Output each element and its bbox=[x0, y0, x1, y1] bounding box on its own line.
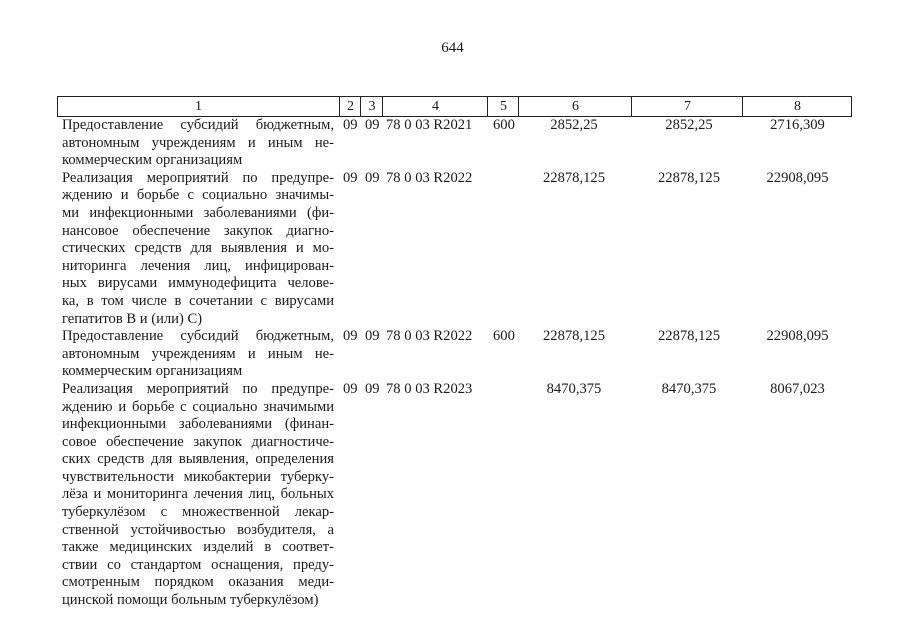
description-line: Реализация мероприятий по предупре- bbox=[62, 169, 334, 186]
description-line: Предоставление субсидий бюджетным, bbox=[62, 117, 334, 133]
description-line: коммерческим организациям bbox=[62, 363, 243, 380]
cell-c2: 09 bbox=[343, 380, 358, 397]
description-line: Предоставление субсидий бюджетным, bbox=[62, 328, 334, 345]
description-line: также медицинских изделий в соответ- bbox=[62, 539, 334, 556]
cell-c4: 78 0 03 R2023 bbox=[386, 380, 473, 397]
cell-c4: 78 0 03 R2021 bbox=[386, 117, 473, 133]
cell-c5: 600 bbox=[493, 117, 515, 133]
description-line: цинской помощи больным туберкулёзом) bbox=[62, 592, 319, 609]
page-number: 644 bbox=[441, 40, 464, 56]
cell-c8: 8067,023 bbox=[770, 380, 825, 397]
description-line: чувствительности микобактерии туберку- bbox=[62, 468, 334, 485]
cell-c7: 8470,375 bbox=[661, 380, 717, 397]
header-col-4: 4 bbox=[382, 97, 488, 116]
description-line: ми инфекционными заболеваниями (фи- bbox=[62, 204, 334, 221]
description-line: ских средств для выявления, определения bbox=[62, 451, 334, 468]
description-line: гепатитов В и (или) С) bbox=[62, 310, 203, 327]
description-line: Реализация мероприятий по предупре- bbox=[62, 380, 334, 397]
description-line: ниторинга лечения лиц, инфицирован- bbox=[62, 257, 334, 274]
cell-c8: 2716,309 bbox=[770, 117, 825, 133]
cell-c7: 22878,125 bbox=[657, 328, 721, 345]
cell-c4: 78 0 03 R2022 bbox=[386, 328, 473, 345]
cell-c3: 09 bbox=[365, 328, 380, 345]
row-description bbox=[62, 381, 334, 610]
description-line: ствии со стандартом оснащения, преду- bbox=[62, 556, 334, 573]
cell-c7: 22878,125 bbox=[657, 169, 721, 186]
cell-c8: 22908,095 bbox=[766, 328, 829, 345]
description-line: коммерческим организациям bbox=[62, 152, 243, 169]
header-col-6: 6 bbox=[518, 97, 632, 116]
description-line: автономным учреждениям и иным не- bbox=[62, 134, 334, 151]
description-line: стических средств для выявления и мо- bbox=[62, 240, 334, 257]
cell-c2: 09 bbox=[343, 117, 358, 133]
cell-c3: 09 bbox=[365, 117, 380, 133]
description-line: автономным учреждениям и иным не- bbox=[62, 345, 334, 362]
cell-c6: 2852,25 bbox=[550, 117, 598, 133]
description-line: лёза и мониторинга лечения лиц, больных bbox=[62, 486, 334, 503]
description-line: совое обеспечение закупок диагностиче- bbox=[62, 433, 334, 450]
description-line: ственной устойчивостью возбудителя, а bbox=[62, 521, 334, 538]
cell-c4: 78 0 03 R2022 bbox=[386, 169, 473, 186]
cell-c8: 22908,095 bbox=[766, 169, 829, 186]
description-line: ждению и борьбе с социально значимы- bbox=[62, 187, 334, 204]
description-line: инфекционными заболеваниями (финан- bbox=[62, 416, 334, 433]
cell-c5: 600 bbox=[493, 328, 515, 345]
header-col-8: 8 bbox=[742, 97, 852, 116]
description-line: ка, в том числе в сочетании с вирусами bbox=[62, 292, 334, 309]
row-description bbox=[62, 328, 334, 381]
header-col-3: 3 bbox=[360, 97, 383, 116]
header-col-2: 2 bbox=[339, 97, 361, 116]
cell-c7: 2852,25 bbox=[665, 117, 713, 133]
row-description bbox=[62, 117, 334, 170]
row-description bbox=[62, 170, 334, 328]
cell-c6: 22878,125 bbox=[542, 169, 606, 186]
description-line: нансовое обеспечение закупок диагно- bbox=[62, 222, 334, 239]
cell-c2: 09 bbox=[343, 328, 358, 345]
cell-c3: 09 bbox=[365, 169, 380, 186]
description-line: смотренным порядком оказания меди- bbox=[62, 574, 334, 591]
header-col-7: 7 bbox=[631, 97, 743, 116]
table-header bbox=[57, 96, 852, 117]
description-line: ждению и борьбе с социально значимыми bbox=[62, 398, 334, 415]
cell-c2: 09 bbox=[343, 169, 358, 186]
header-col-5: 5 bbox=[487, 97, 519, 116]
header-col-1: 1 bbox=[195, 99, 202, 114]
description-line: туберкулёзом с множественной лекар- bbox=[62, 504, 334, 521]
table-row bbox=[0, 117, 905, 170]
table-row bbox=[0, 170, 905, 328]
cell-c6: 8470,375 bbox=[546, 380, 602, 397]
table-body bbox=[0, 117, 905, 610]
cell-c3: 09 bbox=[365, 380, 380, 397]
cell-c6: 22878,125 bbox=[542, 328, 606, 345]
table-row bbox=[0, 328, 905, 381]
table-row bbox=[0, 381, 905, 610]
description-line: ных вирусами иммунодефицита челове- bbox=[62, 275, 334, 292]
